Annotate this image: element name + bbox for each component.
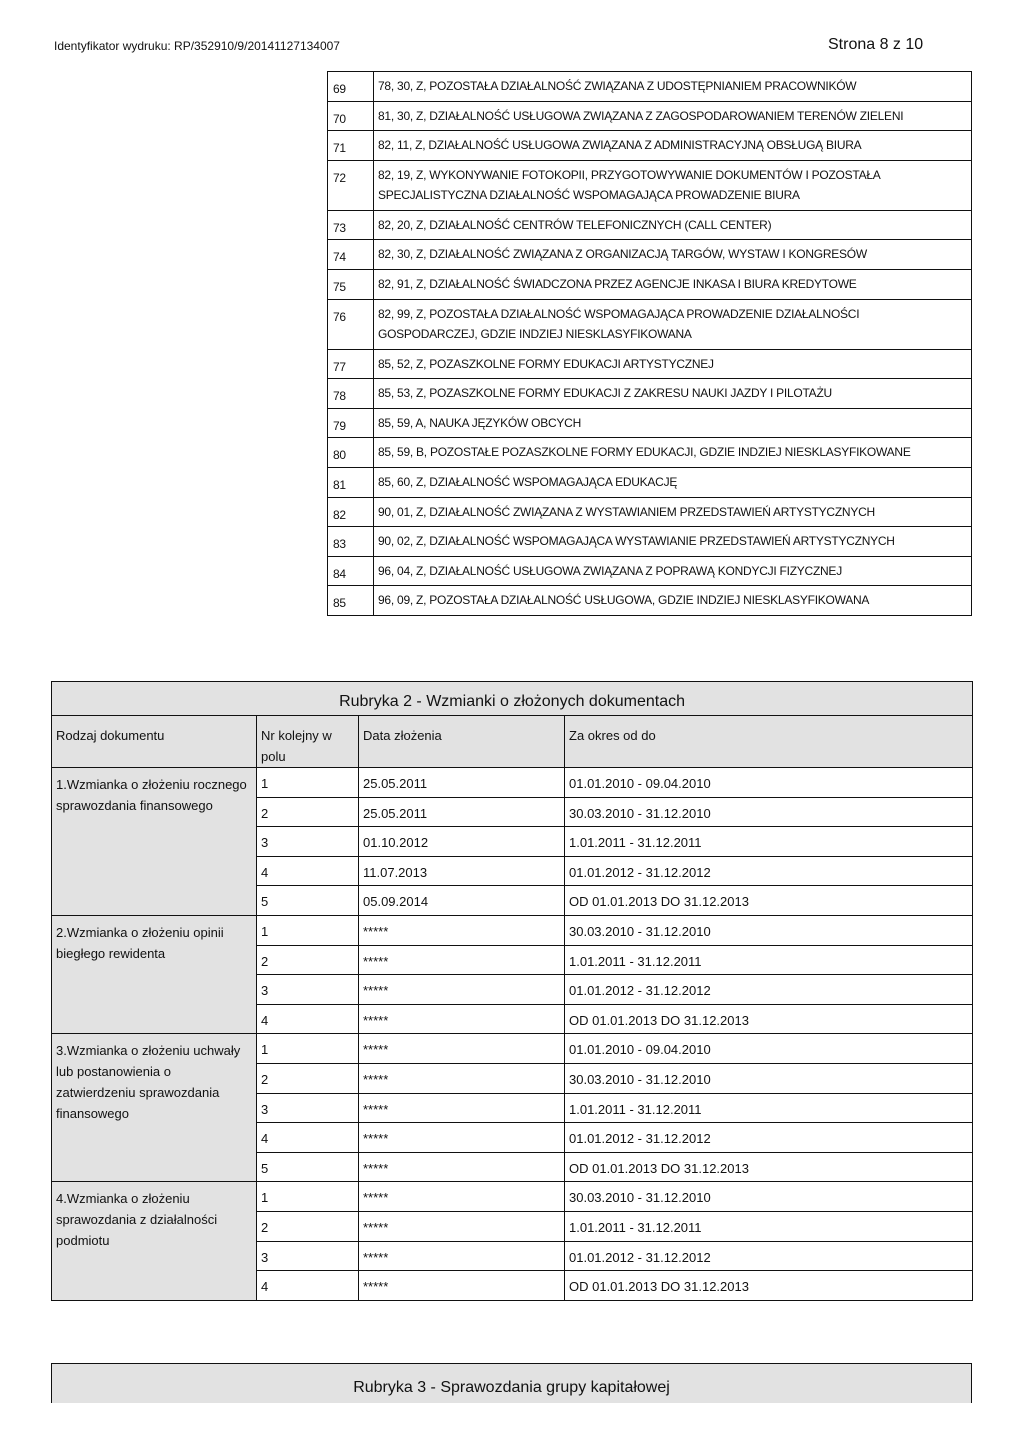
pkd-row-number: 80 (328, 438, 374, 468)
period: 30.03.2010 - 31.12.2010 (565, 797, 973, 827)
pkd-description-line: 85, 59, B, POZOSTAŁE POZASZKOLNE FORMY EDUKACJI, GDZIE INDZIEJ NIESKLASYFIKOWANE (378, 445, 911, 460)
period: 1.01.2011 - 31.12.2011 (565, 1211, 973, 1241)
pkd-description-line: 90, 02, Z, DZIAŁALNOŚĆ WSPOMAGAJĄCA WYSTAWIANIE PRZEDSTAWIEŃ ARTYSTYCZNYCH (378, 534, 895, 549)
pkd-row-number: 83 (328, 527, 374, 557)
pkd-description-line: 82, 91, Z, DZIAŁALNOŚĆ ŚWIADCZONA PRZEZ AGENCJE INKASA I BIURA KREDYTOWE (378, 276, 857, 291)
pkd-row (328, 101, 972, 131)
pkd-row (328, 408, 972, 438)
pkd-row (328, 527, 972, 557)
pkd-row (328, 240, 972, 270)
sequence-number: 1 (257, 1182, 359, 1212)
sequence-number: 4 (257, 1123, 359, 1153)
pkd-row-description (374, 210, 972, 240)
sequence-number: 3 (257, 1093, 359, 1123)
pkd-activities-table (327, 71, 972, 616)
period: 01.01.2012 - 31.12.2012 (565, 975, 973, 1005)
column-header-okres: Za okres od do (565, 716, 973, 768)
pkd-description-line: 78, 30, Z, POZOSTAŁA DZIAŁALNOŚĆ ZWIĄZANA Z UDOSTĘPNIANIEM PRACOWNIKÓW (378, 79, 857, 93)
period: 01.01.2010 - 09.04.2010 (565, 768, 973, 798)
pkd-row-number: 69 (328, 72, 374, 102)
sequence-number: 4 (257, 856, 359, 886)
pkd-row-number: 77 (328, 349, 374, 379)
document-type: 1.Wzmianka o złożeniu rocznego sprawozdania finansowego (52, 768, 257, 916)
pkd-row-description (374, 240, 972, 270)
period: OD 01.01.2013 DO 31.12.2013 (565, 1271, 973, 1301)
pkd-row-description (374, 349, 972, 379)
filing-date: ***** (359, 1063, 565, 1093)
period: 01.01.2012 - 31.12.2012 (565, 856, 973, 886)
filing-date: 25.05.2011 (359, 797, 565, 827)
pkd-row-number: 81 (328, 467, 374, 497)
sequence-number: 2 (257, 1063, 359, 1093)
rubryka-3-title: Rubryka 3 - Sprawozdania grupy kapitałowej (51, 1363, 972, 1403)
pkd-row-description (374, 299, 972, 349)
pkd-description-line: 90, 01, Z, DZIAŁALNOŚĆ ZWIĄZANA Z WYSTAWIANIEM PRZEDSTAWIEŃ ARTYSTYCZNYCH (378, 504, 875, 519)
pkd-row-description (374, 586, 972, 616)
pkd-row-description (374, 408, 972, 438)
pkd-row (328, 72, 972, 102)
document-type: 4.Wzmianka o złożeniu sprawozdania z działalności podmiotu (52, 1182, 257, 1300)
column-header-nr: Nr kolejny w polu (257, 716, 359, 768)
filing-date: 11.07.2013 (359, 856, 565, 886)
filing-date: 01.10.2012 (359, 827, 565, 857)
period: 01.01.2012 - 31.12.2012 (565, 1123, 973, 1153)
period: OD 01.01.2013 DO 31.12.2013 (565, 1152, 973, 1182)
sequence-number: 1 (257, 768, 359, 798)
pkd-row-description (374, 527, 972, 557)
filing-date: ***** (359, 1241, 565, 1271)
sequence-number: 5 (257, 886, 359, 916)
period: 1.01.2011 - 31.12.2011 (565, 945, 973, 975)
pkd-row-number: 85 (328, 586, 374, 616)
page-number: Strona 8 z 10 (828, 36, 924, 53)
pkd-row-number: 84 (328, 556, 374, 586)
period: 30.03.2010 - 31.12.2010 (565, 1063, 973, 1093)
filing-date: 25.05.2011 (359, 768, 565, 798)
table-row (52, 768, 973, 798)
pkd-row-description (374, 72, 972, 102)
pkd-description-line: 96, 04, Z, DZIAŁALNOŚĆ USŁUGOWA ZWIĄZANA Z POPRAWĄ KONDYCJI FIZYCZNEJ (378, 563, 842, 578)
pkd-description-line: 96, 09, Z, POZOSTAŁA DZIAŁALNOŚĆ USŁUGOWA, GDZIE INDZIEJ NIESKLASYFIKOWANA (378, 593, 870, 608)
pkd-row (328, 210, 972, 240)
period: 01.01.2010 - 09.04.2010 (565, 1034, 973, 1064)
filing-date: ***** (359, 975, 565, 1005)
pkd-row (328, 556, 972, 586)
pkd-row (328, 497, 972, 527)
pkd-row-number: 70 (328, 101, 374, 131)
sequence-number: 3 (257, 975, 359, 1005)
pkd-description-line: 85, 60, Z, DZIAŁALNOŚĆ WSPOMAGAJĄCA EDUKACJĘ (378, 474, 678, 489)
pkd-description-line: SPECJALISTYCZNA DZIAŁALNOŚĆ WSPOMAGAJĄCA PROWADZENIE BIURA (378, 187, 800, 202)
pkd-row-number: 71 (328, 131, 374, 161)
rubryka-2-title-row (52, 682, 973, 716)
pkd-description-line: 81, 30, Z, DZIAŁALNOŚĆ USŁUGOWA ZWIĄZANA Z ZAGOSPODAROWANIEM TERENÓW ZIELENI (378, 108, 904, 123)
pkd-description-line: 82, 30, Z, DZIAŁALNOŚĆ ZWIĄZANA Z ORGANIZACJĄ TARGÓW, WYSTAW I KONGRESÓW (378, 247, 867, 262)
table-row (52, 915, 973, 945)
pkd-description-line: 82, 19, Z, WYKONYWANIE FOTOKOPII, PRZYGOTOWYWANIE DOKUMENTÓW I POZOSTAŁA (378, 167, 881, 182)
sequence-number: 3 (257, 827, 359, 857)
column-header-rodzaj: Rodzaj dokumentu (52, 716, 257, 768)
pkd-row-number: 73 (328, 210, 374, 240)
pkd-row-number: 76 (328, 299, 374, 349)
filing-date: ***** (359, 1211, 565, 1241)
pkd-row (328, 438, 972, 468)
pkd-description-line: GOSPODARCZEJ, GDZIE INDZIEJ NIESKLASYFIKOWANA (378, 326, 692, 341)
pkd-row-description (374, 101, 972, 131)
pkd-row-number: 75 (328, 269, 374, 299)
filing-date: ***** (359, 915, 565, 945)
table-row (52, 1034, 973, 1064)
rubryka-2-table (51, 681, 973, 1301)
pkd-row-description (374, 379, 972, 409)
filing-date: ***** (359, 1271, 565, 1301)
filing-date: ***** (359, 1093, 565, 1123)
pkd-row-number: 79 (328, 408, 374, 438)
pkd-row-number: 72 (328, 160, 374, 210)
pkd-row-description (374, 556, 972, 586)
filing-date: ***** (359, 1004, 565, 1034)
pkd-row (328, 349, 972, 379)
document-type: 3.Wzmianka o złożeniu uchwały lub postanowienia o zatwierdzeniu sprawozdania finansowego (52, 1034, 257, 1182)
pkd-row-description (374, 497, 972, 527)
pkd-row (328, 131, 972, 161)
document-type: 2.Wzmianka o złożeniu opinii biegłego rewidenta (52, 915, 257, 1033)
pkd-description-line: 85, 53, Z, POZASZKOLNE FORMY EDUKACJI Z ZAKRESU NAUKI JAZDY I PILOTAŻU (378, 386, 832, 401)
rubryka-2-title: Rubryka 2 - Wzmianki o złożonych dokumentach (52, 682, 973, 716)
period: 1.01.2011 - 31.12.2011 (565, 827, 973, 857)
column-header-data: Data złożenia (359, 716, 565, 768)
pkd-row-number: 78 (328, 379, 374, 409)
period: OD 01.01.2013 DO 31.12.2013 (565, 1004, 973, 1034)
sequence-number: 4 (257, 1004, 359, 1034)
pkd-row-description (374, 467, 972, 497)
pkd-row-description (374, 131, 972, 161)
pkd-row (328, 379, 972, 409)
period: 30.03.2010 - 31.12.2010 (565, 1182, 973, 1212)
filing-date: ***** (359, 1182, 565, 1212)
sequence-number: 1 (257, 1034, 359, 1064)
pkd-row (328, 586, 972, 616)
pkd-row-description (374, 160, 972, 210)
sequence-number: 2 (257, 797, 359, 827)
filing-date: ***** (359, 1152, 565, 1182)
pkd-description-line: 82, 11, Z, DZIAŁALNOŚĆ USŁUGOWA ZWIĄZANA Z ADMINISTRACYJNĄ OBSŁUGĄ BIURA (378, 138, 862, 153)
period: 1.01.2011 - 31.12.2011 (565, 1093, 973, 1123)
sequence-number: 1 (257, 915, 359, 945)
filing-date: ***** (359, 1123, 565, 1153)
pkd-row-description (374, 269, 972, 299)
sequence-number: 5 (257, 1152, 359, 1182)
rubryka-2-header-row (52, 716, 973, 768)
pkd-description-line: 85, 59, A, NAUKA JĘZYKÓW OBCYCH (378, 415, 581, 430)
sequence-number: 4 (257, 1271, 359, 1301)
print-identifier: Identyfikator wydruku: RP/352910/9/20141127134007 (54, 39, 340, 53)
pkd-description-line: 82, 20, Z, DZIAŁALNOŚĆ CENTRÓW TELEFONICZNYCH (CALL CENTER) (378, 217, 772, 232)
pkd-row-number: 82 (328, 497, 374, 527)
pkd-row (328, 299, 972, 349)
pkd-description-line: 85, 52, Z, POZASZKOLNE FORMY EDUKACJI ARTYSTYCZNEJ (378, 356, 714, 371)
sequence-number: 2 (257, 1211, 359, 1241)
period: 30.03.2010 - 31.12.2010 (565, 915, 973, 945)
period: OD 01.01.2013 DO 31.12.2013 (565, 886, 973, 916)
table-row (52, 1182, 973, 1212)
filing-date: 05.09.2014 (359, 886, 565, 916)
sequence-number: 3 (257, 1241, 359, 1271)
pkd-row-description (374, 438, 972, 468)
filing-date: ***** (359, 1034, 565, 1064)
pkd-description-line: 82, 99, Z, POZOSTAŁA DZIAŁALNOŚĆ WSPOMAGAJĄCA PROWADZENIE DZIAŁALNOŚCI (378, 306, 860, 321)
filing-date: ***** (359, 945, 565, 975)
pkd-row (328, 269, 972, 299)
sequence-number: 2 (257, 945, 359, 975)
period: 01.01.2012 - 31.12.2012 (565, 1241, 973, 1271)
pkd-row-number: 74 (328, 240, 374, 270)
pkd-row (328, 160, 972, 210)
pkd-row (328, 467, 972, 497)
